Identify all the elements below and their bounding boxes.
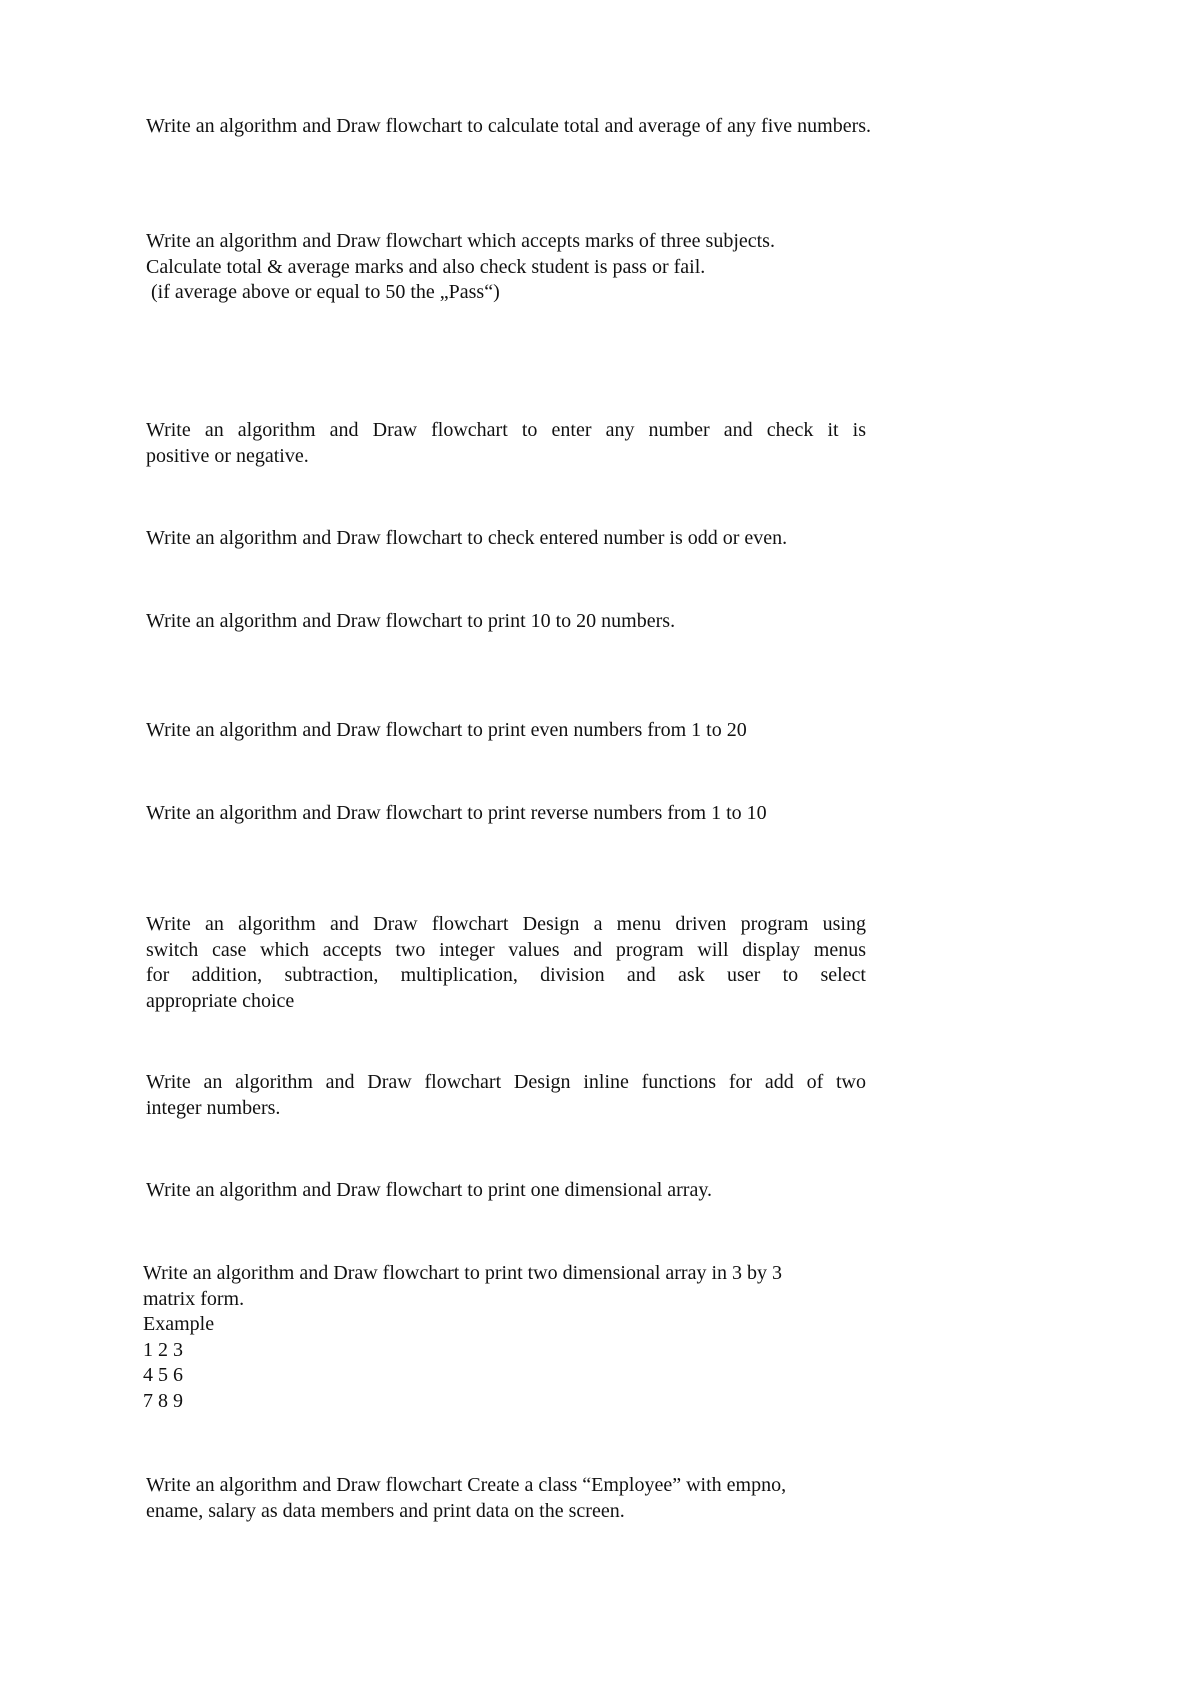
question-11 <box>143 1261 883 1414</box>
question-6 <box>146 718 866 744</box>
question-line: appropriate choice <box>146 989 295 1012</box>
question-line: positive or negative. <box>146 444 309 467</box>
question-line: Write an algorithm and Draw flowchart to print even numbers from 1 to 20 <box>146 719 747 741</box>
question-1 <box>146 114 1046 140</box>
question-line: Write an algorithm and Draw flowchart to print one dimensional array. <box>146 1179 713 1201</box>
matrix-row: 1 2 3 <box>143 1338 183 1361</box>
example-label: Example <box>143 1313 215 1335</box>
question-line: Write an algorithm and Draw flowchart Design inline functions for add of two <box>146 1071 866 1093</box>
question-line: Write an algorithm and Draw flowchart to check entered number is odd or even. <box>146 527 788 549</box>
question-line: matrix form. <box>143 1287 245 1310</box>
question-line: (if average above or equal to 50 the „Pass“) <box>146 281 500 303</box>
question-line: Calculate total & average marks and also check student is pass or fail. <box>146 255 706 278</box>
question-5 <box>146 609 866 635</box>
question-line: Write an algorithm and Draw flowchart to print reverse numbers from 1 to 10 <box>146 802 767 824</box>
question-12 <box>146 1473 886 1524</box>
question-4 <box>146 526 946 552</box>
question-line: Write an algorithm and Draw flowchart to calculate total and average of any five numbers. <box>146 115 872 137</box>
question-9 <box>146 1070 866 1121</box>
question-line: Write an algorithm and Draw flowchart Create a class “Employee” with empno, <box>146 1474 787 1496</box>
question-10 <box>146 1178 866 1204</box>
question-line: Write an algorithm and Draw flowchart to print 10 to 20 numbers. <box>146 610 676 632</box>
question-8 <box>146 912 866 1014</box>
question-line: Write an algorithm and Draw flowchart which accepts marks of three subjects. <box>146 230 775 252</box>
question-line: Write an algorithm and Draw flowchart to enter any number and check it is <box>146 419 866 441</box>
matrix-row: 4 5 6 <box>143 1364 183 1386</box>
question-7 <box>146 801 906 827</box>
question-line: switch case which accepts two integer values and program will display menus <box>146 938 866 961</box>
question-3 <box>146 418 866 469</box>
question-line: Write an algorithm and Draw flowchart Design a menu driven program using <box>146 913 866 935</box>
matrix-row: 7 8 9 <box>143 1389 183 1412</box>
question-2 <box>146 229 866 306</box>
question-line: integer numbers. <box>146 1096 281 1119</box>
question-line: for addition, subtraction, multiplication, division and ask user to select <box>146 964 866 986</box>
question-line: ename, salary as data members and print data on the screen. <box>146 1499 625 1522</box>
question-line: Write an algorithm and Draw flowchart to print two dimensional array in 3 by 3 <box>143 1262 783 1284</box>
